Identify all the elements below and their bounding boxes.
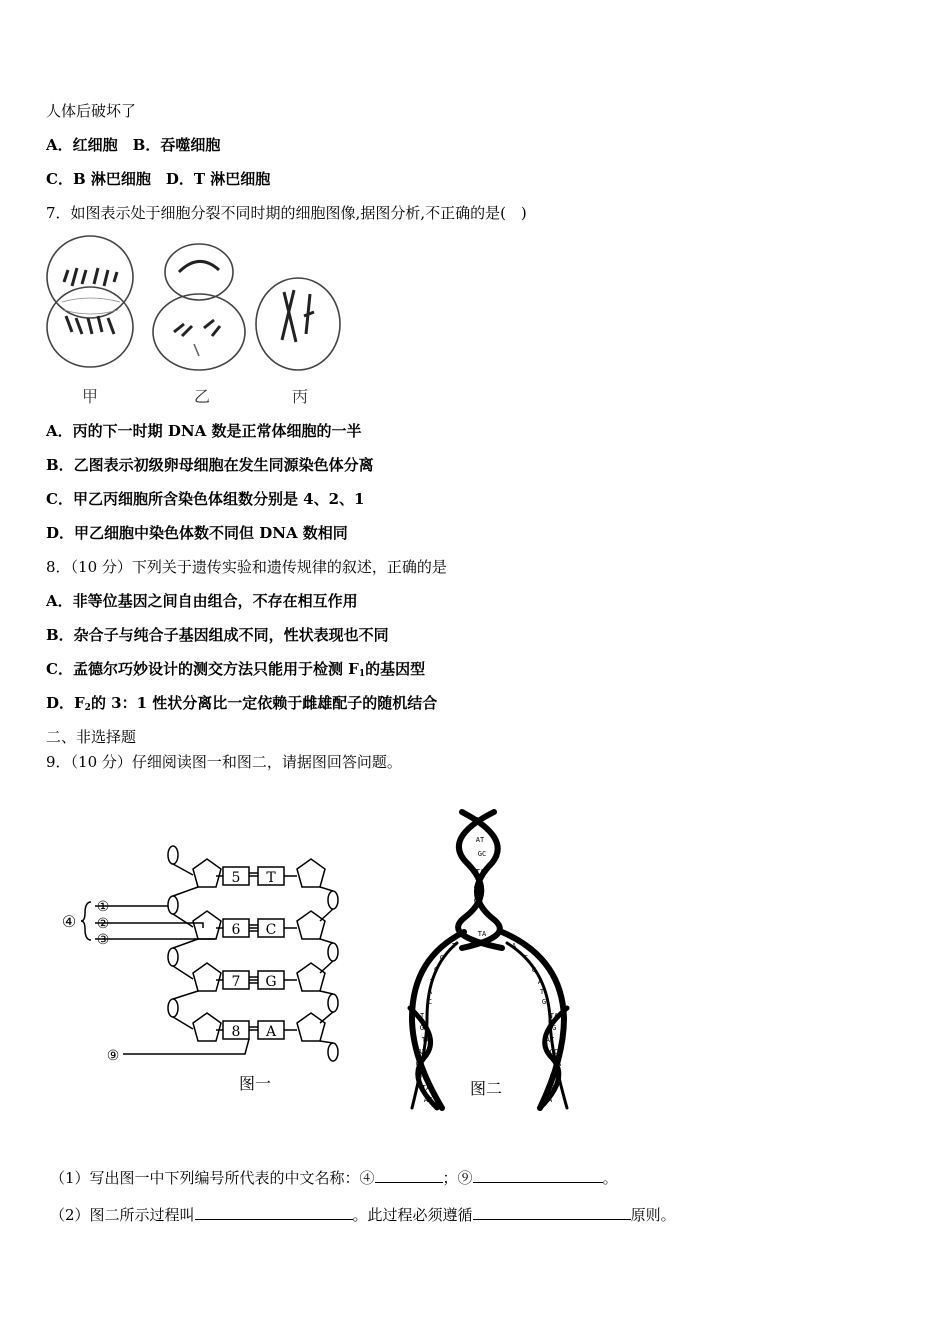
- nucleotide-number-5: 5: [231, 870, 241, 886]
- base-label: C: [523, 954, 529, 962]
- base-label: T: [429, 978, 435, 986]
- label-yi: 乙: [193, 387, 211, 406]
- answer-blank-4[interactable]: [375, 1168, 443, 1183]
- q9-sub2: （2）图二所示过程叫 。此过程必须遵循 原则。: [50, 1206, 676, 1224]
- section-title: 二、非选择题: [46, 728, 137, 746]
- base-pair-label: TA: [477, 930, 487, 938]
- answer-blank-9[interactable]: [473, 1168, 603, 1183]
- base-label: C: [427, 998, 433, 1006]
- base-pair-label: TA: [475, 868, 485, 876]
- answer-blank-principle[interactable]: [473, 1205, 631, 1220]
- base-label: G: [531, 966, 537, 974]
- cell-yi: [153, 244, 245, 370]
- base-pair-label: GC: [477, 850, 487, 858]
- base-pair-label: TA: [421, 1036, 431, 1044]
- label-bing: 丙: [291, 387, 309, 406]
- q6-stem-tail: 人体后破坏了: [46, 102, 137, 120]
- callout-1: ①: [96, 899, 110, 915]
- base-label: A: [265, 1024, 277, 1040]
- label-jia: 甲: [81, 387, 99, 406]
- q8-option-c: C．孟德尔巧妙设计的测交方法只能用于检测 $F_1$的基因型: [46, 660, 426, 679]
- q7-option-c: C．甲乙丙细胞所含染色体组数分别是 4、2、1: [46, 490, 365, 508]
- q9-sub1: （1）写出图一中下列编号所代表的中文名称：④ ；⑨ 。: [50, 1169, 618, 1187]
- q7-option-a: A．丙的下一时期 DNA 数是正常体细胞的一半: [46, 422, 362, 440]
- base-pair-label: AT: [473, 882, 483, 890]
- base-label: G: [541, 998, 547, 1006]
- base-label: T: [539, 988, 545, 996]
- base-pair-label: AT: [545, 1036, 555, 1044]
- nucleotide-number-8: 8: [231, 1024, 241, 1040]
- base-pair-label: GC: [417, 1072, 427, 1080]
- callout-3: ③: [96, 932, 110, 948]
- base-pair-label: GC: [419, 1024, 429, 1032]
- q7-option-b: B．乙图表示初级卵母细胞在发生同源染色体分离: [46, 456, 374, 474]
- callout-2: ②: [96, 916, 110, 932]
- base-label: A: [537, 978, 543, 986]
- base-pair-label: AT: [545, 1084, 555, 1092]
- figure2-caption: 图二: [469, 1079, 503, 1098]
- base-pair-label: CG: [547, 1024, 557, 1032]
- base-pair-label: TA: [552, 1060, 562, 1068]
- base-pair-label: TA: [549, 1012, 559, 1020]
- base-label: C: [265, 922, 277, 938]
- base-label: G: [439, 954, 445, 962]
- base-pair-label: GC: [549, 1048, 559, 1056]
- q7-stem: 7．如图表示处于细胞分裂不同时期的细胞图像,据图分析,不正确的是( ): [46, 204, 527, 222]
- figure1-caption: 图一: [238, 1074, 272, 1093]
- base-pair-label: TA: [473, 816, 483, 824]
- base-label: T: [451, 942, 457, 950]
- q8-option-a: A．非等位基因之间自由组合，不存在相互作用: [46, 592, 358, 610]
- base-label: A: [427, 988, 433, 996]
- nucleotide-number-6: 6: [231, 922, 241, 938]
- base-pair-label: AT: [417, 1048, 427, 1056]
- base-pair-label: AT: [415, 1012, 425, 1020]
- cell-jia: [47, 236, 133, 367]
- base-label: A: [511, 942, 517, 950]
- nucleotide-number-7: 7: [231, 974, 241, 990]
- cell-division-figure: [44, 232, 344, 410]
- base-pair-label: AT: [475, 836, 485, 844]
- cell-bing: [256, 278, 340, 370]
- q6-options-line1: A．红细胞 B．吞噬细胞: [46, 136, 221, 154]
- q9-stem: 9．（10 分）仔细阅读图一和图二，请据图回答问题。: [46, 753, 402, 771]
- base-pair-label: AT: [423, 1096, 433, 1104]
- base-pair-label: CG: [415, 1060, 425, 1068]
- base-label: T: [266, 870, 276, 886]
- base-pair-label: TA: [543, 1096, 553, 1104]
- q7-option-d: D．甲乙细胞中染色体数不同但 DNA 数相同: [46, 524, 348, 542]
- dna-structure-figure: [55, 835, 355, 1100]
- base-pair-label: CG: [549, 1072, 559, 1080]
- q6-options-line2: C．B 淋巴细胞 D．T 淋巴细胞: [46, 170, 271, 188]
- dna-replication-figure: [402, 808, 582, 1114]
- callout-9: ⑨: [106, 1048, 120, 1064]
- callout-4: ④: [61, 912, 77, 931]
- q8-stem: 8．（10 分）下列关于遗传实验和遗传规律的叙述，正确的是: [46, 558, 447, 576]
- base-pair-label: TA: [421, 1084, 431, 1092]
- q8-option-b: B．杂合子与纯合子基因组成不同，性状表现也不同: [46, 626, 389, 644]
- q8-option-d: D．$F_2$的 3：1 性状分离比一定依赖于雌雄配子的随机结合: [46, 694, 438, 713]
- base-label: C: [433, 966, 439, 974]
- answer-blank-process[interactable]: [195, 1205, 353, 1220]
- base-pair-label: CG: [473, 897, 483, 905]
- base-label: G: [265, 974, 277, 990]
